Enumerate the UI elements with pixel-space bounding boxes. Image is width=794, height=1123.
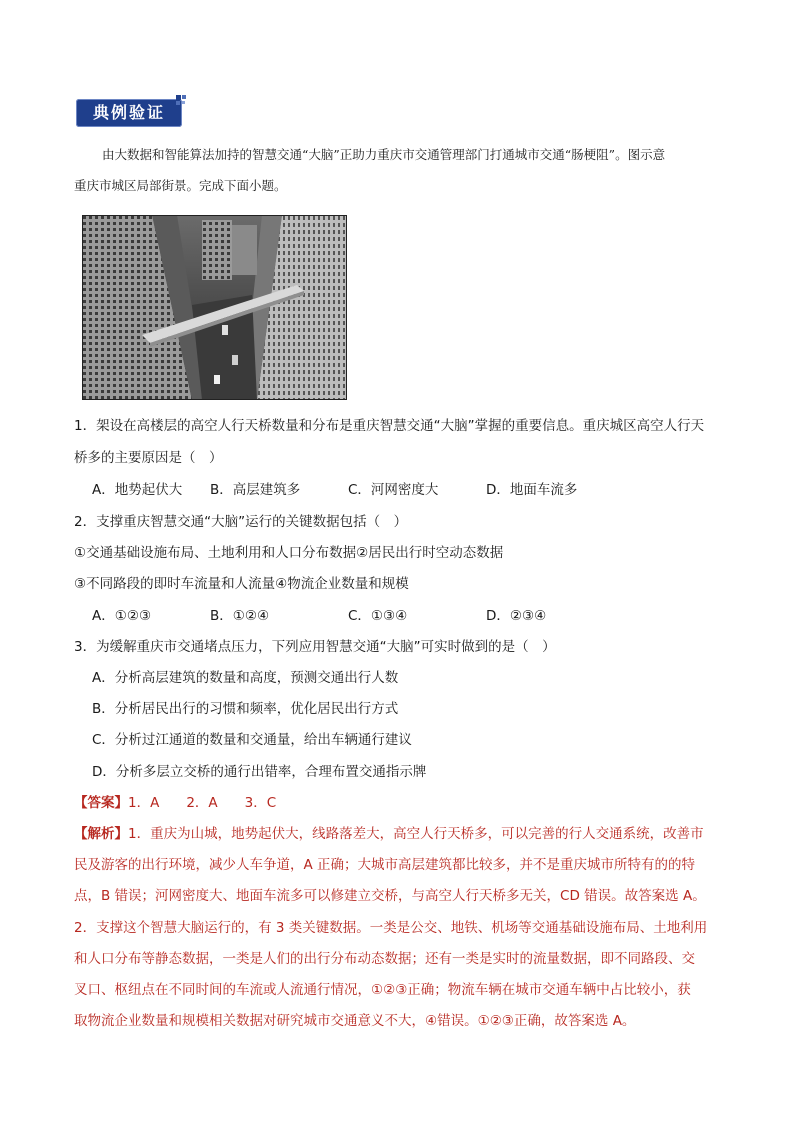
street-photo (82, 215, 347, 400)
q1-option-d: D．地面车流多 (486, 482, 578, 498)
answer-label: 【答案】 (74, 795, 128, 811)
intro-line-1: 由大数据和智能算法加持的智慧交通“大脑”正助力重庆市交通管理部门打通城市交通“肠梗阻”。图示意 (102, 147, 666, 162)
q2-item-line-1: ①交通基础设施布局、土地利用和人口分布数据②居民出行时空动态数据 (74, 545, 504, 561)
q2-option-a: A．①②③ (92, 608, 152, 624)
analysis-p1-line-2: 民及游客的出行环境，减少人车争道，A 正确；大城市高层建筑都比较多，并不是重庆城市所特有的的特 (74, 857, 696, 873)
badge-label: 典例验证 (92, 103, 165, 122)
q2-stem: 2．支撑重庆智慧交通“大脑”运行的关键数据包括（ ） (74, 514, 408, 530)
q2-option-d: D．②③④ (486, 608, 547, 624)
q2-item-line-2: ③不同路段的即时车流量和人流量④物流企业数量和规模 (74, 576, 409, 592)
q3-option-b: B．分析居民出行的习惯和频率，优化居民出行方式 (92, 701, 399, 717)
analysis-p1-line-1-text: 1．重庆为山城，地势起伏大，线路落差大，高空人行天桥多，可以完善的行人交通系统，改善市 (128, 826, 704, 842)
analysis-p2-line-4: 取物流企业数量和规模相关数据对研究城市交通意义不大，④错误。①②③正确，故答案选 A。 (74, 1013, 636, 1029)
intro-line-2: 重庆市城区局部街景。完成下面小题。 (74, 178, 287, 193)
q1-option-a: A．地势起伏大 (92, 482, 183, 498)
q3-option-a: A．分析高层建筑的数量和高度，预测交通出行人数 (92, 670, 399, 686)
q2-option-c: C．①③④ (348, 608, 408, 624)
answer-line (74, 791, 734, 811)
q3-option-c: C．分析过江通道的数量和交通量，给出车辆通行建议 (92, 732, 412, 748)
answer-text: 1．A 2．A 3．C (128, 795, 277, 811)
q1-option-b: B．高层建筑多 (210, 482, 301, 498)
q2-option-b: B．①②④ (210, 608, 270, 624)
analysis-p2-line-2: 和人口分布等静态数据，一类是人们的出行分布动态数据；还有一类是实时的流量数据，即不同路段、交 (74, 951, 695, 967)
q3-stem: 3．为缓解重庆市交通堵点压力，下列应用智慧交通“大脑”可实时做到的是（ ） (74, 639, 556, 655)
analysis-p1-line-1 (74, 822, 734, 842)
section-badge (76, 97, 188, 129)
analysis-p2-line-1: 2．支撑这个智慧大脑运行的，有 3 类关键数据。一类是公交、地铁、机场等交通基础设施布局、土地利用 (74, 920, 708, 936)
analysis-label: 【解析】 (74, 826, 128, 842)
analysis-p2-line-3: 叉口、枢纽点在不同时间的车流或人流通行情况，①②③正确；物流车辆在城市交通车辆中占比较小，获 (74, 982, 691, 998)
corner-decoration-icon (176, 95, 190, 109)
q1-stem-line-1: 1．架设在高楼层的高空人行天桥数量和分布是重庆智慧交通“大脑”掌握的重要信息。重庆城区高空人行天 (74, 418, 705, 434)
q3-option-d: D．分析多层立交桥的通行出错率，合理布置交通指示牌 (92, 764, 427, 780)
analysis-p1-line-3: 点，B 错误；河网密度大、地面车流多可以修建立交桥，与高空人行天桥多无关，CD 错误。故答案选 A。 (74, 888, 706, 904)
q1-stem-line-2: 桥多的主要原因是（ ） (74, 450, 223, 466)
q1-option-c: C．河网密度大 (348, 482, 439, 498)
